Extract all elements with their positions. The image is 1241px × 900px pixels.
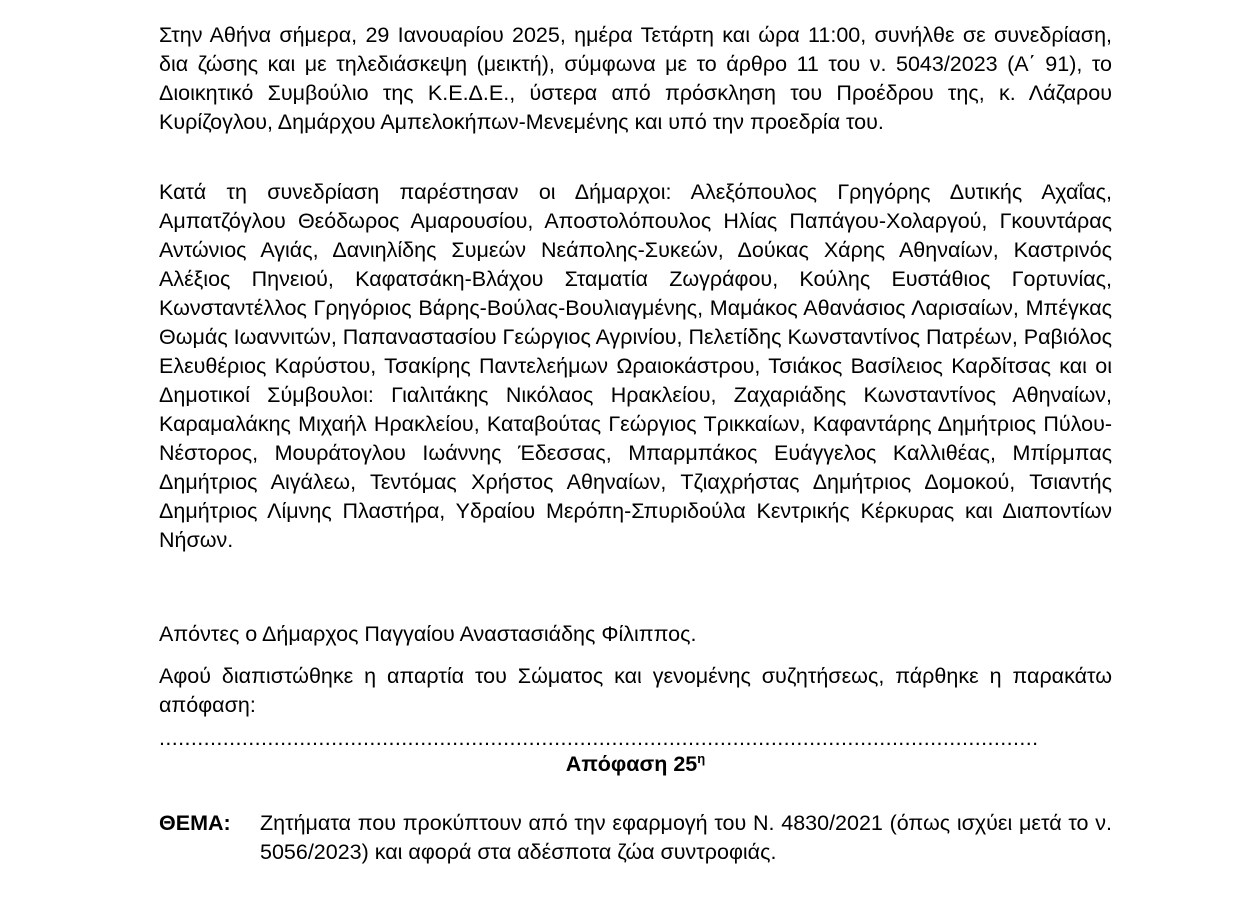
intro-paragraph: Στην Αθήνα σήμερα, 29 Ιανουαρίου 2025, ημέρα Τετάρτη και ώρα 11:00, συνήλθε σε συνεδρίαση, δια ζώσης και με τηλεδιάσκεψη (μεικτή), σύμφωνα με το άρθρο 11 του ν. 5043/2023 (Α΄ 91), το Διοικητικό Συμβούλιο της Κ.Ε.Δ.Ε., ύστερα από πρόσκληση του Προέδρου της, κ. Λάζαρου Κυρίζογλου, Δημάρχου Αμπελοκήπων-Μενεμένης και υπό την προεδρία του.	[159, 23, 1112, 134]
quorum-paragraph: Αφού διαπιστώθηκε η απαρτία του Σώματος και γενομένης συζητήσεως, πάρθηκε η παρακάτω απόφαση:	[159, 664, 1112, 717]
absent-paragraph: Απόντες ο Δήμαρχος Παγγαίου Αναστασιάδης Φίλιππος.	[159, 622, 697, 646]
dotted-separator: ..........................................................................................................................................	[159, 726, 1039, 748]
subject-text: Ζητήματα που προκύπτουν από την εφαρμογή του Ν. 4830/2021 (όπως ισχύει μετά το ν. 5056/2023) και αφορά στα αδέσποτα ζώα συντροφιάς.	[260, 811, 1112, 864]
decision-title-text: Απόφαση 25	[565, 752, 698, 776]
decision-title-suffix: η	[697, 750, 706, 766]
attendance-paragraph: Κατά τη συνεδρίαση παρέστησαν οι Δήμαρχοι: Αλεξόπουλος Γρηγόρης Δυτικής Αχαΐας, Αμπατζόγλου Θεόδωρος Αμαρουσίου, Αποστολόπουλος Ηλίας Παπάγου-Χολαργού, Γκουντάρας Αντώνιος Αγιάς, Δανιηλίδης Συμεών Νεάπολης-Συκεών, Δούκας Χάρης Αθηναίων, Καστρινός Αλέξιος Πηνειού, Καφατσάκη-Βλάχου Σταματία Ζωγράφου, Κούλης Ευστάθιος Γορτυνίας, Κωνσταντέλλος Γρηγόριος Βάρης-Βούλας-Βουλιαγμένης, Μαμάκος Αθανάσιος Λαρισαίων, Μπέγκας Θωμάς Ιωαννιτών, Παπαναστασίου Γεώργιος Αγρινίου, Πελετίδης Κωνσταντίνος Πατρέων, Ραβιόλος Ελευθέριος Καρύστου, Τσακίρης Παντελεήμων Ωραιοκάστρου, Τσιάκος Βασίλειος Καρδίτσας και οι Δημοτικοί Σύμβουλοι: Γιαλιτάκης Νικόλαος Ηρακλείου, Ζαχαριάδης Κωνσταντίνος Αθηναίων, Καραμαλάκης Μιχαήλ Ηρακλείου, Καταβούτας Γεώργιος Τρικκαίων, Καφαντάρης Δημήτριος Πύλου-Νέστορος, Μουράτογλου Ιωάννης Έδεσσας, Μπαρμπάκος Ευάγγελος Καλλιθέας, Μπίρμπας Δημήτριος Αιγάλεω, Τεντόμας Χρήστος Αθηναίων, Τζιαχρήστας Δημήτριος Δομοκού, Τσιαντής Δημήτριος Λίμνης Πλαστήρα, Υδραίου Μερόπη-Σπυριδούλα Κεντρικής Κέρκυρας και Διαποντίων Νήσων.	[159, 180, 1112, 552]
decision-title	[159, 750, 1112, 779]
subject-label: ΘΕΜΑ:	[159, 811, 231, 835]
